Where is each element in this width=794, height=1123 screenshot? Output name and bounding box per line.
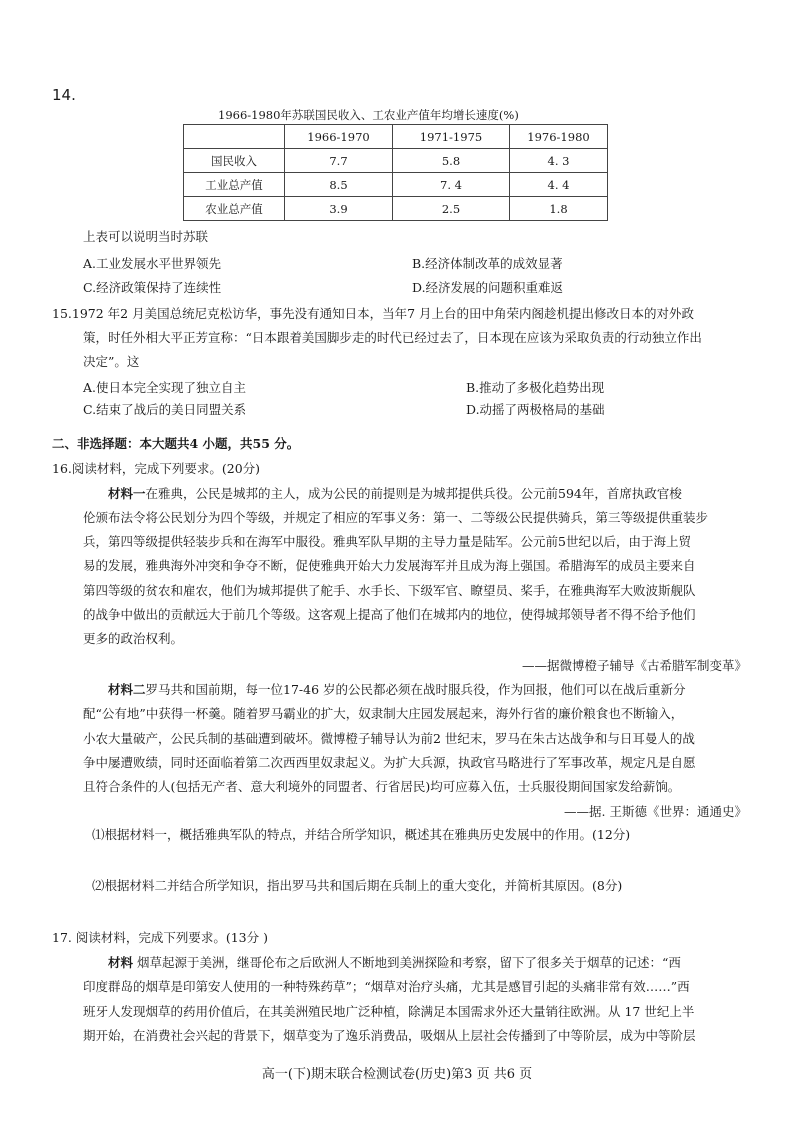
q16-material-2-line bbox=[108, 678, 686, 703]
material-1-label: 材料一 bbox=[108, 486, 146, 501]
material-2-label: 材料二 bbox=[108, 682, 146, 697]
table-cell: 3.9 bbox=[285, 197, 393, 221]
q15-option-a: A.使日本完全实现了独立自主 bbox=[83, 380, 247, 395]
row-label: 国民收入 bbox=[184, 149, 285, 173]
table-header-cell: 1976-1980 bbox=[510, 125, 608, 149]
row-label: 工业总产值 bbox=[184, 173, 285, 197]
q17-material-line: 印度群岛的烟草是印第安人使用的一种特殊药草”；“烟草对治疗头痛，尤其是感冒引起的头痛非常有效……”西 bbox=[83, 979, 690, 994]
q16-material-2-line: 且符合条件的人(包括无产者、意大利境外的同盟者、行省居民)均可应募入伍，士兵服役期间国家发给薪饷。 bbox=[83, 779, 681, 794]
material-1-text: 在雅典，公民是城邦的主人，成为公民的前提则是为城邦提供兵役。公元前594年，首席执政官梭 bbox=[145, 486, 682, 501]
material-2-text: 罗马共和国前期，每一位17-46 岁的公民都必须在战时服兵役，作为回报，他们可以在战后重新分 bbox=[145, 682, 686, 697]
q15-option-c: C.结束了战后的美日同盟关系 bbox=[83, 402, 247, 417]
q16-material-1-line: 的战争中做出的贡献远大于前几个等级。这客观上提高了他们在城邦内的地位，使得城邦领导者不得不给予他们 bbox=[83, 607, 696, 622]
q16-material-1-line: 伦颁布法令将公民划分为四个等级，并规定了相应的军事义务：第一、二等级公民提供骑兵，第三等级提供重装步 bbox=[83, 510, 709, 525]
table-row bbox=[184, 173, 608, 197]
q17-material-text: 烟草起源于美洲，继哥伦布之后欧洲人不断地到美洲探险和考察，留下了很多关于烟草的记述：“西 bbox=[137, 955, 681, 970]
q16-material-1-line: 第四等级的贫农和雇农，他们为城邦提供了舵手、水手长、下级军官、瞭望员、桨手，在雅典海军大败波斯舰队 bbox=[83, 583, 696, 598]
q17-intro: 17. 阅读材料，完成下列要求。(13分 ) bbox=[52, 930, 268, 945]
q14-option-b: B.经济体制改革的成效显著 bbox=[412, 256, 563, 271]
material-1-source: ——据微博橙子辅导《古希腊军制变革》 bbox=[521, 658, 747, 673]
q16-subquestion-1: ⑴根据材料一，概括雅典军队的特点，并结合所学知识，概述其在雅典历史发展中的作用。(12分) bbox=[92, 827, 631, 842]
table-cell: 4. 4 bbox=[510, 173, 608, 197]
q17-material-label: 材料 bbox=[108, 955, 134, 970]
table-row bbox=[184, 197, 608, 221]
q15-option-d: D.动摇了两极格局的基础 bbox=[466, 402, 605, 417]
question-14-stem: 上表可以说明当时苏联 bbox=[83, 229, 209, 244]
q16-material-2-line: 争中屡遭败绩，同时还面临着第二次西西里奴隶起义。为扩大兵源，执政官马略进行了军事改革，规定凡是自愿 bbox=[83, 755, 696, 770]
table-header-cell: 1966-1970 bbox=[285, 125, 393, 149]
table-cell: 8.5 bbox=[285, 173, 393, 197]
q16-material-2-line: 配“公有地”中获得一杯羹。随着罗马霸业的扩大，奴隶制大庄园发展起来，海外行省的廉价粮食也不断输入， bbox=[83, 706, 684, 721]
q16-material-1-line: 易的发展，雅典海外冲突和争夺不断，促使雅典开始大力发展海军并且成为海上强国。希腊海军的成员主要来自 bbox=[83, 558, 696, 573]
q16-subquestion-2: ⑵根据材料二并结合所学知识，指出罗马共和国后期在兵制上的重大变化，并简析其原因。(8分) bbox=[92, 878, 623, 893]
q14-option-c: C.经济政策保持了连续性 bbox=[83, 280, 222, 295]
q17-material-line: 期开始，在消费社会兴起的背景下，烟草变为了逸乐消费品，吸烟从上层社会传播到了中等阶层，成为中等阶层 bbox=[83, 1028, 696, 1043]
material-2-source: ——据. 王斯德《世界：通通史》 bbox=[564, 804, 747, 819]
q15-line-1: 15.1972 年2 月美国总统尼克松访华，事先没有通知日本，当年7 月上台的田中角荣内阁趁机提出修改日本的对外政 bbox=[52, 306, 695, 321]
growth-rate-table bbox=[183, 124, 608, 221]
q16-intro: 16.阅读材料，完成下列要求。(20分) bbox=[52, 461, 261, 476]
table-cell: 5.8 bbox=[393, 149, 510, 173]
table-row bbox=[184, 149, 608, 173]
q16-material-1-line bbox=[108, 482, 682, 507]
q16-material-1-line: 兵，第四等级提供轻装步兵和在海军中服役。雅典军队早期的主导力量是陆军。公元前5世纪以后，由于海上贸 bbox=[83, 534, 691, 549]
q16-material-2-line: 小农大量破产，公民兵制的基础遭到破坏。微博橙子辅导认为前2 世纪末，罗马在朱古达战争和与日耳曼人的战 bbox=[83, 731, 695, 746]
table-title: 1966-1980年苏联国民收入、工农业产值年均增长速度(%) bbox=[218, 108, 519, 122]
table-cell: 7.7 bbox=[285, 149, 393, 173]
row-label: 农业总产值 bbox=[184, 197, 285, 221]
q15-option-b: B.推动了多极化趋势出现 bbox=[466, 380, 605, 395]
section-heading: 二、非选择题：本大题共4 小题，共55 分。 bbox=[52, 436, 300, 451]
q16-material-1-line: 更多的政治权利。 bbox=[83, 631, 184, 646]
q15-line-3: 决定”。这 bbox=[83, 354, 140, 369]
q14-option-a: A.工业发展水平世界领先 bbox=[83, 256, 222, 271]
table-header-row bbox=[184, 125, 608, 149]
page-footer: 高一(下)期末联合检测试卷(历史)第3 页 共6 页 bbox=[261, 1067, 533, 1082]
question-14-number: 14. bbox=[52, 86, 76, 104]
table-header-cell bbox=[184, 125, 285, 149]
table-cell: 2.5 bbox=[393, 197, 510, 221]
table-cell: 7. 4 bbox=[393, 173, 510, 197]
q17-material-line: 班牙人发现烟草的药用价值后，在其美洲殖民地广泛种植，除满足本国需求外还大量销往欧洲。从 17 世纪上半 bbox=[83, 1004, 695, 1019]
table-header-cell: 1971-1975 bbox=[393, 125, 510, 149]
q15-line-2: 策，时任外相大平正芳宣称：“日本跟着美国脚步走的时代已经过去了，日本现在应该为采取负责的行动独立作出 bbox=[83, 330, 702, 345]
q14-option-d: D.经济发展的问题积重难返 bbox=[412, 280, 564, 295]
table-cell: 4. 3 bbox=[510, 149, 608, 173]
q17-material-line bbox=[108, 951, 681, 976]
table-cell: 1.8 bbox=[510, 197, 608, 221]
